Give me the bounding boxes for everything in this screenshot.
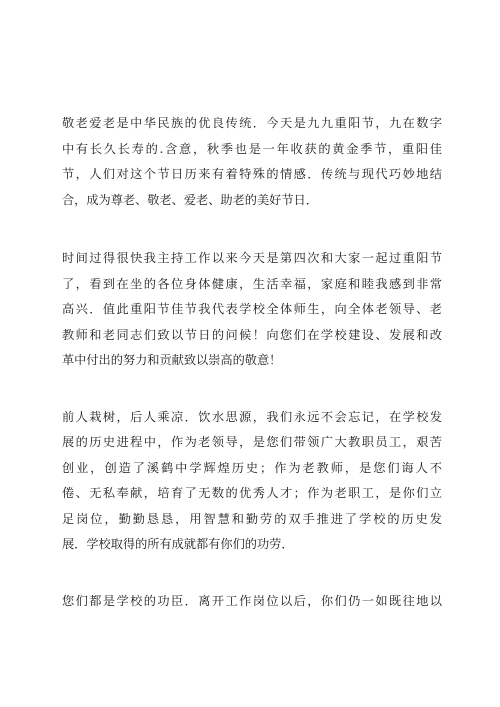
paragraph-line: 了，看到在坐的各位身体健康，生活幸福，家庭和睦我感到非常 (62, 276, 442, 291)
paragraph-line: 您们都是学校的功臣．离开工作岗位以后，你们仍一如既往地以 (62, 593, 442, 608)
paragraph-line: 革中付出的努力和贡献致以崇高的敬意！ (62, 353, 282, 367)
paragraph-line: 展．学校取得的所有成就都有你们的功劳． (62, 537, 294, 551)
paragraph-spacer (62, 374, 442, 405)
document-body (62, 111, 442, 614)
paragraph-line: 中有长久长寿的.含意，秋季也是一年收获的黄金季节，重阳佳 (62, 141, 442, 156)
paragraph-1 (62, 111, 442, 213)
paragraph-2 (62, 246, 442, 374)
paragraph-line: 前人栽树，后人乘凉．饮水思源，我们永远不会忘记，在学校发 (62, 409, 442, 424)
paragraph-line: 创业，创造了溪鹤中学辉煌历史；作为老教师，是您们诲人不 (62, 460, 442, 475)
paragraph-line: 倦、无私奉献，培育了无数的优秀人才；作为老职工，是你们立 (62, 486, 442, 500)
paragraph-line: 高兴．值此重阳节佳节我代表学校全体师生，向全体老领导、老 (62, 302, 442, 316)
paragraph-line: 合，成为尊老、敬老、爱老、助老的美好节日． (62, 192, 318, 207)
paragraph-line: 节，人们对这个节日历来有着特殊的情感．传统与现代巧妙地结 (62, 167, 442, 181)
paragraph-spacer (62, 558, 442, 589)
paragraph-spacer (62, 213, 442, 246)
paragraph-3 (62, 405, 442, 558)
paragraph-line: 展的历史进程中，作为老领导，是您们带领广大教职员工，艰苦 (62, 435, 442, 449)
paragraph-line: 时间过得很快我主持工作以来今天是第四次和大家一起过重阳节 (62, 251, 442, 265)
paragraph-line: 敬老爱老是中华民族的优良传统．今天是九九重阳节，九在数字 (62, 116, 442, 130)
paragraph-line: 教师和老同志们致以节日的问候！向您们在学校建设、发展和改 (62, 327, 442, 342)
paragraph-4 (62, 589, 442, 615)
paragraph-line: 足岗位，勤勤恳恳，用智慧和勤劳的双手推进了学校的历史发 (62, 511, 442, 526)
